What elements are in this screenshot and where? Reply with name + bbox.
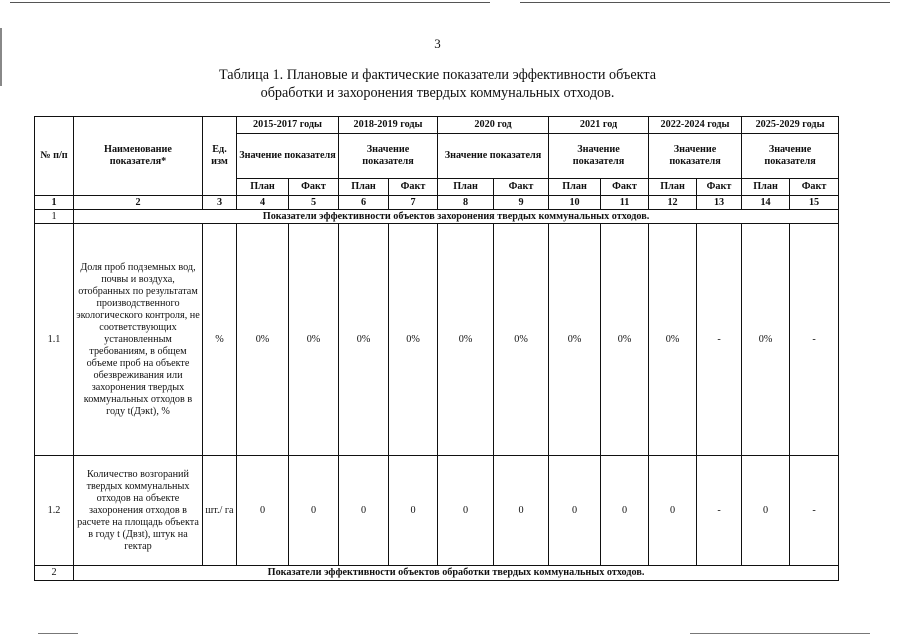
row-value: 0% bbox=[742, 224, 790, 456]
header-fact: Факт bbox=[697, 179, 742, 196]
row-value: 0% bbox=[438, 224, 494, 456]
header-fact: Факт bbox=[601, 179, 649, 196]
column-number: 1 bbox=[35, 196, 74, 210]
header-plan: План bbox=[237, 179, 289, 196]
row-value: 0 bbox=[742, 456, 790, 566]
header-value-label: Значение показателя bbox=[237, 134, 339, 179]
column-number: 8 bbox=[438, 196, 494, 210]
column-number: 12 bbox=[649, 196, 697, 210]
row-value: 0% bbox=[339, 224, 389, 456]
row-value: 0 bbox=[389, 456, 438, 566]
scan-artifact-top-line bbox=[520, 2, 890, 3]
column-number: 14 bbox=[742, 196, 790, 210]
row-num: 1.2 bbox=[35, 456, 74, 566]
row-value: 0% bbox=[601, 224, 649, 456]
column-number: 2 bbox=[74, 196, 203, 210]
row-value: 0 bbox=[438, 456, 494, 566]
page-number: 3 bbox=[434, 36, 441, 51]
column-number: 3 bbox=[203, 196, 237, 210]
row-name: Количество возгораний твердых коммунальных отходов на объекте захоронения отходов в расчете на площадь объекта в году t (Двзt), штук на гектар bbox=[74, 456, 203, 566]
section-row-1 bbox=[35, 210, 839, 224]
section-title: Показатели эффективности объектов захоронения твердых коммунальных отходов. bbox=[74, 210, 839, 224]
header-plan: План bbox=[339, 179, 389, 196]
header-unit: Ед. изм bbox=[203, 117, 237, 196]
header-period: 2021 год bbox=[549, 117, 649, 134]
section-row-2 bbox=[35, 566, 839, 581]
scan-artifact-top-line bbox=[10, 2, 490, 3]
header-period: 2022-2024 годы bbox=[649, 117, 742, 134]
header-value-label: Значение показателя bbox=[742, 134, 839, 179]
row-value: 0% bbox=[549, 224, 601, 456]
column-number: 7 bbox=[389, 196, 438, 210]
indicators-table bbox=[34, 116, 839, 581]
header-plan: План bbox=[549, 179, 601, 196]
row-value: 0% bbox=[237, 224, 289, 456]
header-period: 2018-2019 годы bbox=[339, 117, 438, 134]
row-value: 0% bbox=[649, 224, 697, 456]
header-fact: Факт bbox=[790, 179, 839, 196]
row-value: 0 bbox=[649, 456, 697, 566]
header-fact: Факт bbox=[389, 179, 438, 196]
row-value: - bbox=[790, 456, 839, 566]
row-unit: шт./ га bbox=[203, 456, 237, 566]
header-name: Наименование показателя* bbox=[74, 117, 203, 196]
table-row bbox=[35, 456, 839, 566]
header-value-label: Значение показателя bbox=[549, 134, 649, 179]
scan-artifact-bottom-line bbox=[690, 633, 870, 634]
section-num: 1 bbox=[35, 210, 74, 224]
row-unit: % bbox=[203, 224, 237, 456]
header-fact: Факт bbox=[494, 179, 549, 196]
row-value: 0 bbox=[549, 456, 601, 566]
header-fact: Факт bbox=[289, 179, 339, 196]
row-value: 0 bbox=[339, 456, 389, 566]
section-title: Показатели эффективности объектов обработки твердых коммунальных отходов. bbox=[74, 566, 839, 581]
column-number: 11 bbox=[601, 196, 649, 210]
row-value: 0% bbox=[494, 224, 549, 456]
header-period: 2025-2029 годы bbox=[742, 117, 839, 134]
header-row-periods bbox=[35, 117, 839, 134]
column-number: 10 bbox=[549, 196, 601, 210]
header-value-label: Значение показателя bbox=[649, 134, 742, 179]
row-value: 0% bbox=[389, 224, 438, 456]
column-number: 9 bbox=[494, 196, 549, 210]
row-value: 0 bbox=[494, 456, 549, 566]
row-name: Доля проб подземных вод, почвы и воздуха, отобранных по результатам производственного экологического контроля, не соответствующих установленным требованиям, в общем объеме проб на объекте обезвреживания или захоронения твердых коммунальных отходов в году t(Дэкt), % bbox=[74, 224, 203, 456]
table-row bbox=[35, 224, 839, 456]
row-value: 0 bbox=[237, 456, 289, 566]
header-value-label: Значение показателя bbox=[339, 134, 438, 179]
row-value: 0% bbox=[289, 224, 339, 456]
header-period: 2020 год bbox=[438, 117, 549, 134]
header-plan: План bbox=[649, 179, 697, 196]
title-line-1: Таблица 1. Плановые и фактические показатели эффективности объекта bbox=[218, 67, 657, 83]
column-number: 13 bbox=[697, 196, 742, 210]
column-number: 5 bbox=[289, 196, 339, 210]
column-number: 6 bbox=[339, 196, 389, 210]
row-value: - bbox=[697, 456, 742, 566]
header-plan: План bbox=[438, 179, 494, 196]
header-period: 2015-2017 годы bbox=[237, 117, 339, 134]
row-value: 0 bbox=[289, 456, 339, 566]
row-num: 1.1 bbox=[35, 224, 74, 456]
row-value: 0 bbox=[601, 456, 649, 566]
scan-artifact-bottom-line bbox=[38, 633, 78, 634]
section-num: 2 bbox=[35, 566, 74, 581]
header-plan: План bbox=[742, 179, 790, 196]
column-number-row bbox=[35, 196, 839, 210]
table-title bbox=[0, 66, 875, 102]
header-value-label: Значение показателя bbox=[438, 134, 549, 179]
row-value: - bbox=[697, 224, 742, 456]
title-line-2: обработки и захоронения твердых коммунальных отходов. bbox=[260, 85, 615, 101]
column-number: 15 bbox=[790, 196, 839, 210]
header-num: № п/п bbox=[35, 117, 74, 196]
row-value: - bbox=[790, 224, 839, 456]
column-number: 4 bbox=[237, 196, 289, 210]
